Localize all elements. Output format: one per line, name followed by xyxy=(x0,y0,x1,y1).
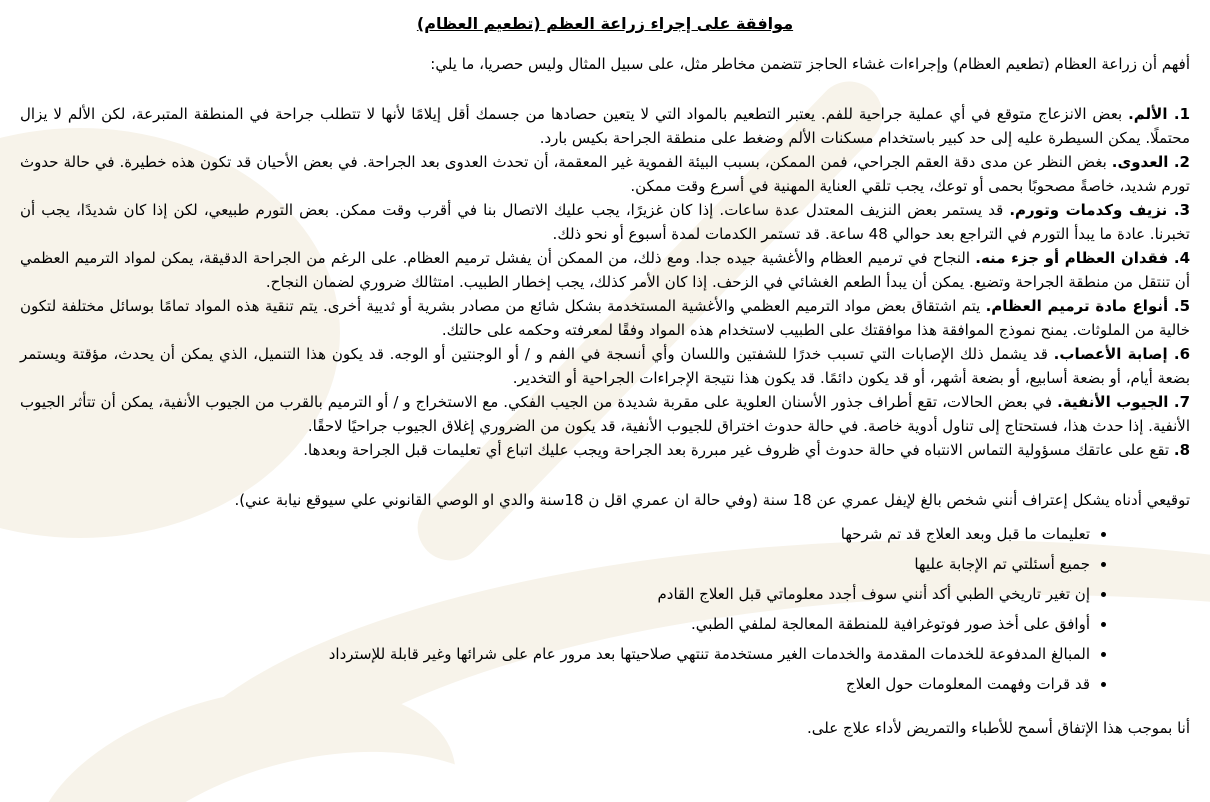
risk-item-pain xyxy=(20,102,1190,150)
risk-item-patient-responsibility xyxy=(20,438,1190,462)
risk-item-bleeding-text: قد يستمر بعض النزيف المعتدل عدة ساعات. إذا كان غزيرًا، يجب عليك الاتصال بنا في أقرب وقت ممكن. بعض التورم طبيعي، لكن إذا كان شديدًا، يجب أن تخبرنا. عادة ما يبدأ التورم في التراجع بعد حوالي 48 ساعة. قد تستمر الكدمات لمدة أسبوع أو نحو ذلك. xyxy=(20,201,1190,243)
risk-item-pain-heading: 1. الألم. xyxy=(1128,105,1190,123)
risk-item-bleeding-bruising-swelling xyxy=(20,198,1190,246)
risk-item-nerve-injury-heading: 6. إصابة الأعصاب. xyxy=(1053,345,1190,363)
risk-item-infection xyxy=(20,150,1190,198)
document-title: موافقة على إجراء زراعة العظم (تطعيم العظام) xyxy=(416,14,794,33)
risk-item-graft-material-heading: 5. أنواع مادة ترميم العظام. xyxy=(985,297,1190,315)
acknowledgement-list xyxy=(20,522,1090,696)
risk-item-bone-loss-text: النجاح في ترميم العظام والأغشية جيده جدا. ومع ذلك، من الممكن أن يفشل ترميم العظام. على الرغم من الجراحة الدقيقة، يمكن لمواد الترميم العظمي أن تنتقل من منطقة الجراحة وتضيع. يمكن أن يبدأ الطعم الغشائي في الزحف. إذا كان الأمر كذلك، يجب إخطار الطبيب. امتثالك ضروري لضمان النجاح. xyxy=(20,249,1190,291)
acknowledgement-item-history-update: • إن تغير تاريخي الطبي أكد أنني سوف أجدد معلوماتي قبل العلاج القادم xyxy=(20,582,1090,606)
acknowledgement-item-photos-consent: • أوافق على أخذ صور فوتوغرافية للمنطقة المعالجة لملفي الطبي. xyxy=(20,612,1090,636)
risk-item-infection-heading: 2. العدوى. xyxy=(1111,153,1190,171)
risk-item-sinus xyxy=(20,390,1190,438)
risk-item-bone-loss xyxy=(20,246,1190,294)
acknowledgement-item-questions-answered: • جميع أسئلتي تم الإجابة عليها xyxy=(20,552,1090,576)
risk-item-sinus-heading: 7. الجيوب الأنفية. xyxy=(1057,393,1190,411)
risk-item-nerve-injury xyxy=(20,342,1190,390)
risk-item-responsibility-text: تقع على عاتقك مسؤولية التماس الانتباه في حالة حدوث أي ظروف غير مبررة بعد الجراحة ويجب عليك اتباع أي تعليمات قبل الجراحة وبعدها. xyxy=(303,441,1174,459)
closing-statement: أنا بموجب هذا الإتفاق أسمح للأطباء والتمريض لأداء علاج على. xyxy=(807,719,1190,737)
signature-statement: توقيعي أدناه يشكل إعتراف أنني شخص بالغ لإيفل عمري عن 18 سنة (وفي حالة ان عمري اقل ن 18سنة والدي او الوصي القانوني علي سيوقع نيابة عني). xyxy=(234,491,1190,509)
risk-item-sinus-text: في بعض الحالات، تقع أطراف جذور الأسنان العلوية على مقربة شديدة من الجيب الفكي. مع الاستخراج و / أو الترميم بالقرب من الجيوب الأنفية، يمكن أن تتأثر الجيوب الأنفية. إذا حدث هذا، فستحتاج إلى تناول أدوية خاصة. في حالة حدوث اختراق للجيوب الأنفية، قد يكون من الضروري إغلاق الجيوب جراحيًا لاحقًا. xyxy=(20,393,1190,435)
intro-paragraph: أفهم أن زراعة العظام (تطعيم العظام) وإجراءات غشاء الحاجز تتضمن مخاطر مثل، على سبيل المثال وليس حصريا، ما يلي: xyxy=(430,55,1190,73)
risk-item-responsibility-heading: 8. xyxy=(1173,441,1190,459)
risk-item-graft-material-types xyxy=(20,294,1190,342)
risk-item-graft-material-text: يتم اشتقاق بعض مواد الترميم العظمي والأغشية المستخدمة بشكل شائع من مصادر بشرية أو ثديية أخرى. يتم تنقية هذه المواد تمامًا بوسائل مختلفة لتكون خالية من الملوثات. يمنح نموذج الموافقة هذا موافقتك على الطبيب لاستخدام هذه المواد وفقًا لمعرفته وحكمه على حالتك. xyxy=(20,297,1190,339)
acknowledgement-item-read-understood: • قد قرات وفهمت المعلومات حول العلاج xyxy=(20,672,1090,696)
risk-item-bleeding-heading: 3. نزيف وكدمات وتورم. xyxy=(1009,201,1190,219)
acknowledgement-item-payments-nonrefundable: • المبالغ المدفوعة للخدمات المقدمة والخدمات الغير مستخدمة تنتهي صلاحيتها بعد مرور عام على شرائها وغير قابلة للإسترداد xyxy=(20,642,1090,666)
risk-item-pain-text: بعض الانزعاج متوقع في أي عملية جراحية للفم. يعتبر التطعيم بالمواد التي لا يتعين حصادها من جسمك أقل إيلامًا لأنها لا تتطلب جراحة في المنطقة المتبرعة، لكن الألم لا يزال محتملًا. يمكن السيطرة عليه إلى حد كبير باستخدام مسكنات الألم وضغط على منطقة الجراحة بكيس بارد. xyxy=(20,105,1190,147)
risk-item-infection-text: بغض النظر عن مدى دقة العقم الجراحي، فمن الممكن، بسبب البيئة الفموية غير المعقمة، أن تحدث العدوى بعد الجراحة. في بعض الأحيان قد تكون هذه خطيرة. في حالة حدوث تورم شديد، خاصةً مصحوبًا بحمى أو توعك، يجب تلقي العناية المهنية في أسرع وقت ممكن. xyxy=(20,153,1190,195)
risk-list xyxy=(20,102,1190,462)
risk-item-nerve-injury-text: قد يشمل ذلك الإصابات التي تسبب خدرًا للشفتين واللسان وأي أنسجة في الفم و / أو الوجنتين أو الوجه. قد يكون هذا التنميل، الذي يمكن أن يحدث، مؤقتة ويستمر بضعة أيام، أو بضعة أسابيع، أو بضعة أشهر، أو قد يكون دائمًا. قد يكون هذا نتيجة الإجراءات الجراحية أو التخدير. xyxy=(20,345,1190,387)
risk-item-bone-loss-heading: 4. فقدان العظام أو جزء منه. xyxy=(975,249,1190,267)
acknowledgement-item-instructions-explained: • تعليمات ما قبل وبعد العلاج قد تم شرحها xyxy=(20,522,1090,546)
